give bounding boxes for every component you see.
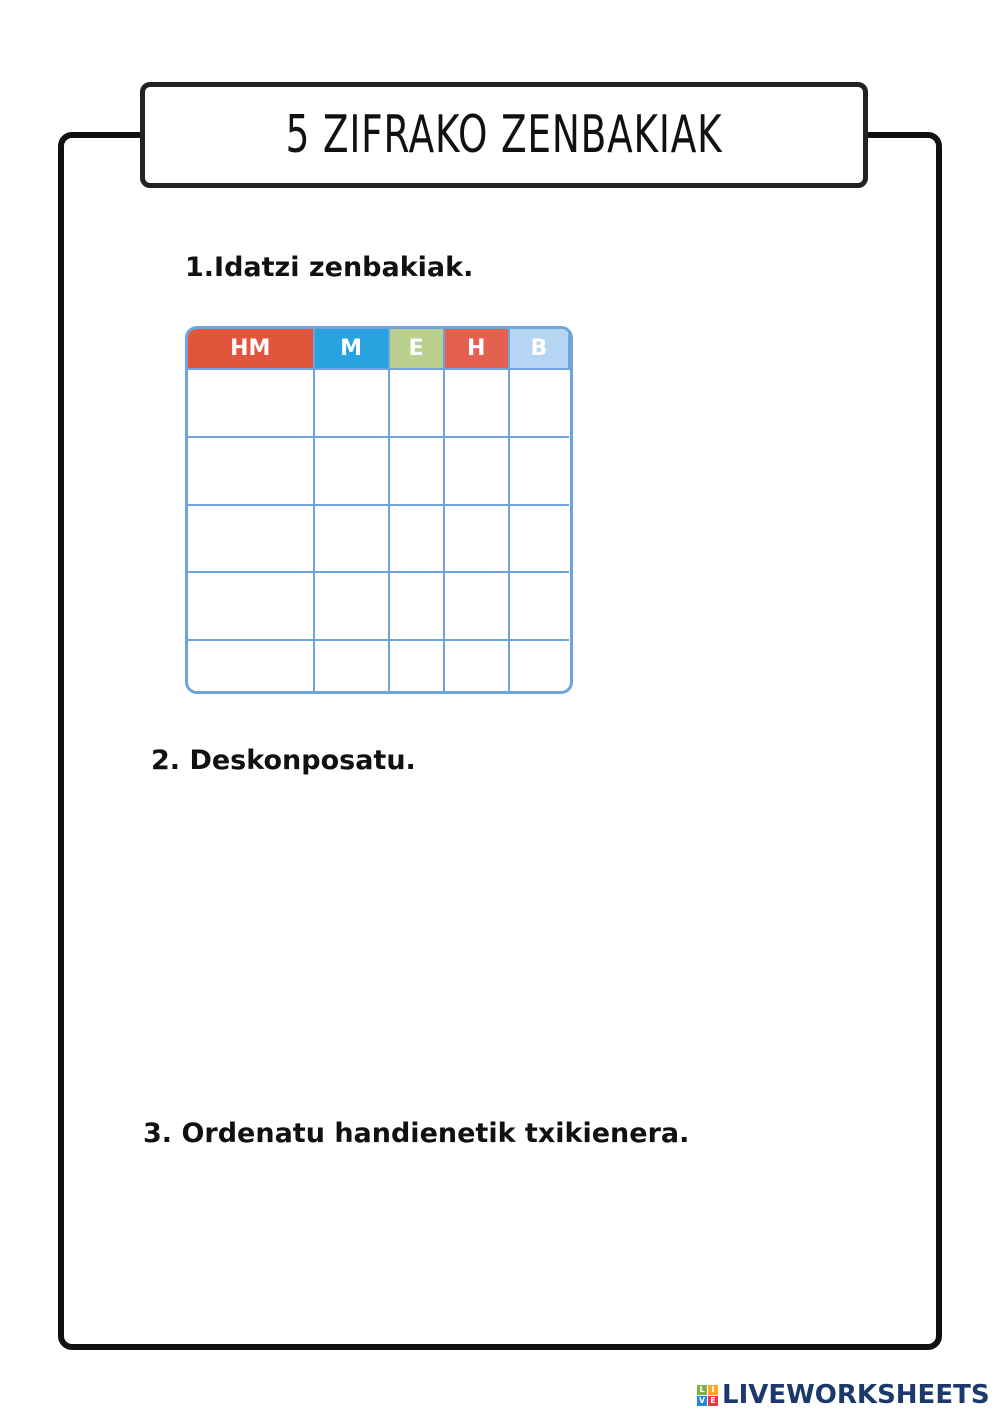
column-header-m: M [314,329,389,369]
page-title: 5 ZIFRAKO ZENBAKIAK [285,105,723,165]
worksheet-frame [58,132,942,1350]
logo-letter: E [708,1396,718,1406]
liveworksheets-logo [697,1380,990,1410]
answer-cell[interactable] [509,572,569,640]
question-2: 2. Deskonposatu. [151,745,416,776]
logo-letter: I [708,1385,718,1395]
answer-cell[interactable] [188,572,314,640]
answer-cell[interactable] [314,572,389,640]
table-row [188,437,569,505]
table-row [188,369,569,437]
column-header-e: E [389,329,444,369]
answer-cell[interactable] [188,369,314,437]
answer-cell[interactable] [389,369,444,437]
column-header-h: H [444,329,509,369]
table-row [188,505,569,573]
question-3: 3. Ordenatu handienetik txikienera. [143,1118,690,1149]
answer-cell[interactable] [509,369,569,437]
answer-cell[interactable] [444,572,509,640]
column-header-b: B [509,329,569,369]
table-row [188,640,569,691]
answer-cell[interactable] [444,640,509,691]
answer-cell[interactable] [509,505,569,573]
answer-cell[interactable] [509,640,569,691]
answer-cell[interactable] [444,437,509,505]
answer-cell[interactable] [389,505,444,573]
answer-cell[interactable] [314,369,389,437]
answer-cell[interactable] [188,505,314,573]
answer-cell[interactable] [509,437,569,505]
logo-text: LIVEWORKSHEETS [722,1380,990,1410]
logo-icon [697,1385,718,1406]
answer-cell[interactable] [188,437,314,505]
answer-cell[interactable] [389,640,444,691]
answer-cell[interactable] [444,505,509,573]
answer-cell[interactable] [314,505,389,573]
place-value-table [185,326,573,694]
answer-cell[interactable] [389,572,444,640]
answer-cell[interactable] [188,640,314,691]
logo-letter: V [698,1395,706,1405]
answer-cell[interactable] [389,437,444,505]
logo-letter: L [697,1385,707,1395]
answer-cell[interactable] [314,437,389,505]
table-row [188,572,569,640]
answer-cell[interactable] [314,640,389,691]
answer-cell[interactable] [444,369,509,437]
title-box [140,82,868,188]
column-header-hm: HM [188,329,314,369]
question-1: 1.Idatzi zenbakiak. [185,252,474,283]
